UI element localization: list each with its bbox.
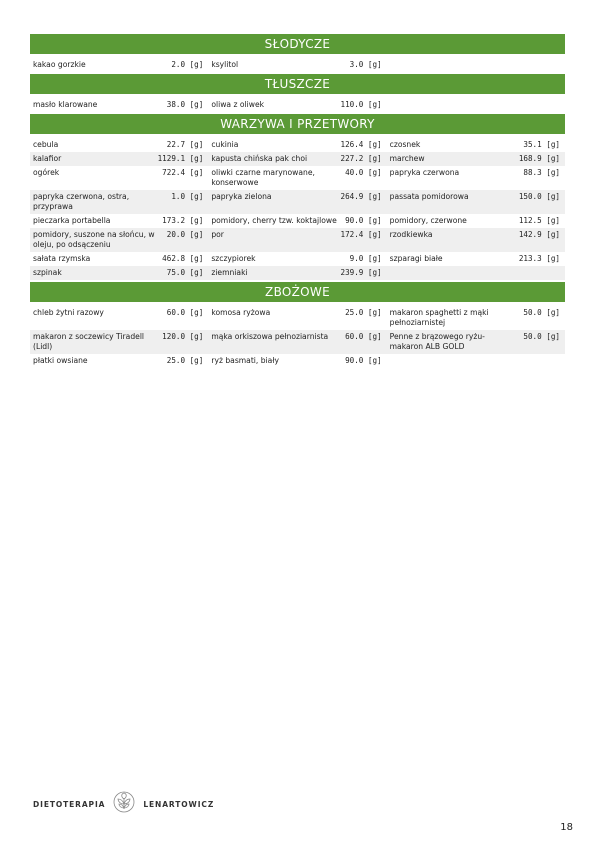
item-quantity: 168.9 [g] xyxy=(518,154,560,163)
item-name: cukinia xyxy=(211,140,239,149)
item-name: szpinak xyxy=(33,268,62,277)
table-row xyxy=(30,306,565,330)
item-name xyxy=(390,268,560,278)
logo-text-left: DIETOTERAPIA xyxy=(33,799,106,809)
item-quantity: 40.0 [g] xyxy=(345,168,382,177)
list-item xyxy=(387,266,565,280)
logo-text-right: LENARTOWICZ xyxy=(143,799,215,809)
item-name: pomidory, czerwone xyxy=(389,216,467,225)
list-item xyxy=(30,152,208,166)
table-row xyxy=(30,214,565,228)
shopping-list xyxy=(30,34,565,370)
list-item xyxy=(208,98,386,112)
list-item xyxy=(208,190,386,214)
item-name: pomidory, cherry tzw. koktajlowe xyxy=(211,216,337,225)
item-quantity: 172.4 [g] xyxy=(340,230,382,239)
list-item xyxy=(208,166,386,190)
item-quantity: 22.7 [g] xyxy=(166,140,204,149)
list-item xyxy=(30,166,208,190)
list-item xyxy=(208,228,386,252)
list-item xyxy=(30,214,208,228)
table-row xyxy=(30,252,565,266)
list-item xyxy=(387,166,565,190)
list-item xyxy=(208,266,386,280)
table-row xyxy=(30,354,565,368)
item-quantity: 35.1 [g] xyxy=(523,140,560,149)
list-item xyxy=(208,58,386,72)
item-name: passata pomidorowa xyxy=(389,192,469,201)
item-quantity: 126.4 [g] xyxy=(340,140,382,149)
list-item xyxy=(208,354,386,368)
item-quantity: 75.0 [g] xyxy=(166,268,204,277)
item-name: makaron z soczewicy Tiradell (Lidl) xyxy=(33,332,145,351)
table-row xyxy=(30,228,565,252)
item-name: masło klarowane xyxy=(33,100,98,109)
section-header: SŁODYCZE xyxy=(30,34,565,54)
item-quantity: 2.0 [g] xyxy=(171,60,204,69)
item-quantity: 1129.1 [g] xyxy=(157,154,204,163)
item-name: pieczarka portabella xyxy=(33,216,111,225)
table-row xyxy=(30,166,565,190)
section-header: TŁUSZCZE xyxy=(30,74,565,94)
item-quantity: 60.0 [g] xyxy=(345,332,382,341)
section-rows xyxy=(30,306,565,368)
item-name: papryka czerwona, ostra, przyprawa xyxy=(33,192,130,211)
item-quantity: 722.4 [g] xyxy=(162,168,204,177)
item-quantity: 264.9 [g] xyxy=(340,192,382,201)
item-quantity: 88.3 [g] xyxy=(523,168,560,177)
list-item xyxy=(387,252,565,266)
item-name: por xyxy=(211,230,224,239)
list-item xyxy=(30,354,208,368)
item-name: papryka czerwona xyxy=(389,168,460,177)
list-item xyxy=(387,330,565,354)
list-item xyxy=(387,306,565,330)
item-name: ryż basmati, biały xyxy=(211,356,279,365)
item-name: ksylitol xyxy=(211,60,239,69)
item-quantity: 1.0 [g] xyxy=(171,192,204,201)
item-quantity: 90.0 [g] xyxy=(345,216,382,225)
item-quantity: 120.0 [g] xyxy=(162,332,204,341)
list-item xyxy=(208,138,386,152)
list-item xyxy=(387,152,565,166)
table-row xyxy=(30,138,565,152)
leaf-circle-icon xyxy=(113,791,135,817)
item-quantity: 90.0 [g] xyxy=(345,356,382,365)
item-name: rzodkiewka xyxy=(389,230,433,239)
list-item xyxy=(30,190,208,214)
item-name: szparagi białe xyxy=(389,254,443,263)
item-name: chleb żytni razowy xyxy=(33,308,104,317)
list-item xyxy=(30,58,208,72)
list-item xyxy=(387,98,565,112)
item-name: ogórek xyxy=(33,168,60,177)
item-name: ziemniaki xyxy=(211,268,248,277)
list-item xyxy=(387,228,565,252)
list-item xyxy=(30,138,208,152)
list-item xyxy=(208,214,386,228)
item-name: oliwki czarne marynowane, konserwowe xyxy=(211,168,315,187)
list-item xyxy=(208,330,386,354)
item-quantity: 25.0 [g] xyxy=(166,356,204,365)
page-number: 18 xyxy=(560,822,573,833)
item-name: szczypiorek xyxy=(211,254,256,263)
list-item xyxy=(30,228,208,252)
table-row xyxy=(30,266,565,280)
item-name: makaron spaghetti z mąki pełnoziarnistej xyxy=(389,308,489,327)
item-quantity: 227.2 [g] xyxy=(340,154,382,163)
list-item xyxy=(30,306,208,330)
list-item xyxy=(208,152,386,166)
section-rows xyxy=(30,58,565,72)
list-item xyxy=(387,214,565,228)
item-name: komosa ryżowa xyxy=(211,308,271,317)
item-quantity: 50.0 [g] xyxy=(523,308,560,317)
item-name: papryka zielona xyxy=(211,192,272,201)
item-quantity: 20.0 [g] xyxy=(166,230,204,239)
list-item xyxy=(208,252,386,266)
list-item xyxy=(208,306,386,330)
item-name xyxy=(390,356,560,366)
item-quantity: 112.5 [g] xyxy=(518,216,560,225)
table-row xyxy=(30,190,565,214)
section-rows xyxy=(30,98,565,112)
item-quantity: 3.0 [g] xyxy=(349,60,382,69)
item-name xyxy=(390,100,560,110)
item-name: marchew xyxy=(389,154,425,163)
list-item xyxy=(30,266,208,280)
list-item xyxy=(30,330,208,354)
item-quantity: 239.9 [g] xyxy=(340,268,382,277)
item-quantity: 50.0 [g] xyxy=(523,332,560,341)
item-name: Penne z brązowego ryżu- makaron ALB GOLD xyxy=(389,332,485,351)
list-item xyxy=(387,354,565,368)
table-row xyxy=(30,58,565,72)
item-quantity: 213.3 [g] xyxy=(518,254,560,263)
item-name: pomidory, suszone na słońcu, w oleju, po odsączeniu xyxy=(33,230,155,249)
item-quantity: 173.2 [g] xyxy=(162,216,204,225)
list-item xyxy=(387,190,565,214)
item-name: kalafior xyxy=(33,154,62,163)
table-row xyxy=(30,330,565,354)
item-name: kakao gorzkie xyxy=(33,60,86,69)
item-quantity: 110.0 [g] xyxy=(340,100,382,109)
section-header: WARZYWA I PRZETWORY xyxy=(30,114,565,134)
item-name xyxy=(390,60,560,70)
item-quantity: 462.8 [g] xyxy=(162,254,204,263)
table-row xyxy=(30,98,565,112)
section-header: ZBOŻOWE xyxy=(30,282,565,302)
list-item xyxy=(387,58,565,72)
section-rows xyxy=(30,138,565,280)
list-item xyxy=(387,138,565,152)
item-quantity: 142.9 [g] xyxy=(518,230,560,239)
item-name: oliwa z oliwek xyxy=(211,100,265,109)
list-item xyxy=(30,98,208,112)
item-quantity: 38.0 [g] xyxy=(166,100,204,109)
table-row xyxy=(30,152,565,166)
list-item xyxy=(30,252,208,266)
item-name: sałata rzymska xyxy=(33,254,91,263)
item-quantity: 150.0 [g] xyxy=(518,192,560,201)
item-quantity: 9.0 [g] xyxy=(349,254,382,263)
brand-logo xyxy=(33,791,214,817)
item-quantity: 25.0 [g] xyxy=(345,308,382,317)
item-name: cebula xyxy=(33,140,59,149)
item-name: kapusta chińska pak choi xyxy=(211,154,308,163)
item-quantity: 60.0 [g] xyxy=(166,308,204,317)
item-name: płatki owsiane xyxy=(33,356,88,365)
item-name: czosnek xyxy=(389,140,421,149)
item-name: mąka orkiszowa pełnoziarnista xyxy=(211,332,329,341)
